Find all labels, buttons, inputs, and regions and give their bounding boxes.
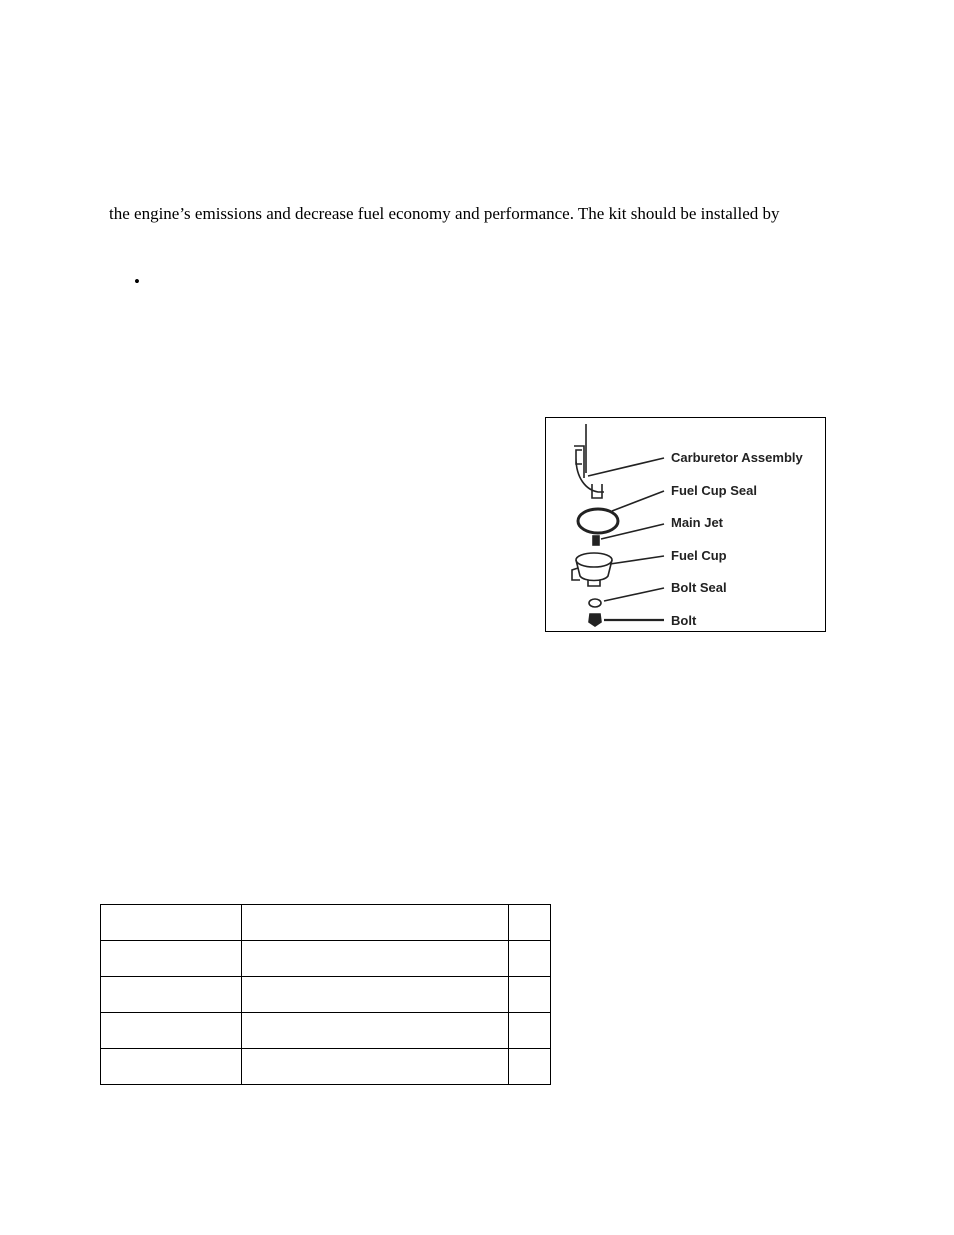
table-cell xyxy=(101,1013,242,1049)
bolt-shape xyxy=(589,614,601,626)
table-row xyxy=(101,1049,551,1085)
bullet-point: • xyxy=(134,272,140,291)
table-row xyxy=(101,941,551,977)
carburetor-assembly-shape xyxy=(574,424,604,498)
label-fuel-cup: Fuel Cup xyxy=(671,548,727,563)
table-cell xyxy=(509,1049,551,1085)
label-fuel-cup-seal: Fuel Cup Seal xyxy=(671,483,757,498)
table-cell xyxy=(242,1049,509,1085)
table-cell xyxy=(509,977,551,1013)
table-cell xyxy=(509,1013,551,1049)
table-row xyxy=(101,977,551,1013)
table-cell xyxy=(242,977,509,1013)
table-cell xyxy=(509,941,551,977)
table-cell xyxy=(242,1013,509,1049)
table-row xyxy=(101,1013,551,1049)
parts-table xyxy=(100,904,551,1085)
main-jet-shape xyxy=(593,536,599,545)
table-cell xyxy=(242,905,509,941)
label-bolt-seal: Bolt Seal xyxy=(671,580,727,595)
table-cell xyxy=(101,941,242,977)
label-carburetor-assembly: Carburetor Assembly xyxy=(671,450,803,465)
fuel-cup-shape xyxy=(572,553,612,586)
label-main-jet: Main Jet xyxy=(671,515,724,530)
table-row xyxy=(101,905,551,941)
carburetor-diagram xyxy=(545,417,826,632)
table-cell xyxy=(509,905,551,941)
table-cell xyxy=(101,1049,242,1085)
table-cell xyxy=(101,977,242,1013)
body-paragraph: the engine’s emissions and decrease fuel economy and performance. The kit should be installed by xyxy=(109,204,780,223)
label-bolt: Bolt xyxy=(671,613,697,628)
table-cell xyxy=(242,941,509,977)
table-cell xyxy=(101,905,242,941)
fuel-cup-seal-shape xyxy=(578,509,618,533)
bolt-seal-shape xyxy=(589,599,601,607)
